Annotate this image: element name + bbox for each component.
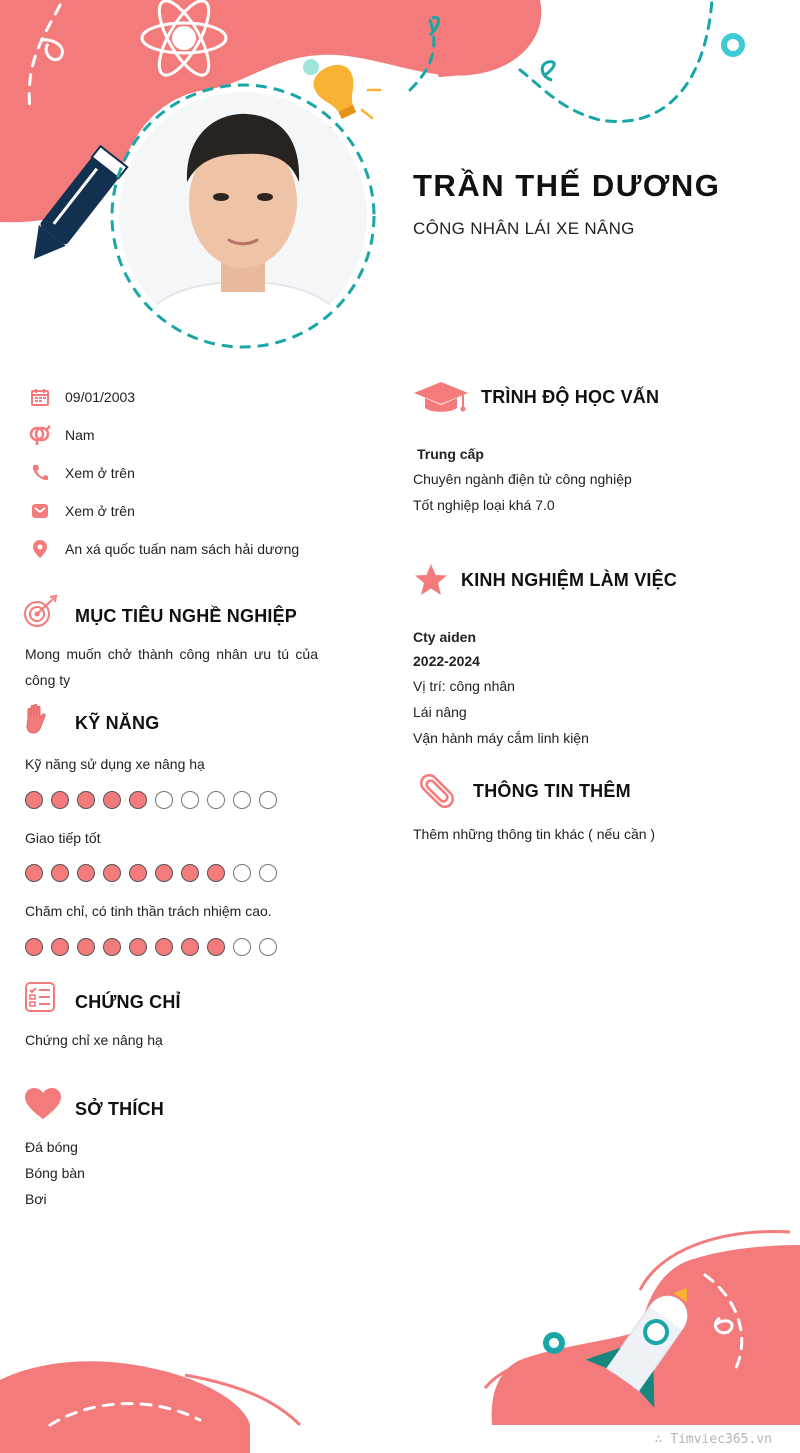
rating-dot-empty [259, 938, 277, 956]
rating-dot-empty [233, 864, 251, 882]
calendar-icon [28, 385, 52, 409]
rating-dot-filled [181, 864, 199, 882]
rating-dot-filled [25, 938, 43, 956]
gender-value: Nam [65, 427, 95, 443]
objective-line-2: công ty [25, 672, 71, 688]
birthdate-value: 09/01/2003 [65, 389, 136, 405]
rating-dot-filled [103, 791, 121, 809]
rating-dot-empty [181, 791, 199, 809]
rating-dot-filled [129, 791, 147, 809]
experience-position: Vị trí: công nhân [413, 678, 515, 694]
rating-dot-filled [207, 864, 225, 882]
hobby-item-2: Bóng bàn [25, 1165, 85, 1181]
bottom-left-blob [0, 1361, 250, 1453]
location-pin-icon [28, 537, 52, 561]
rating-dot-empty [207, 791, 225, 809]
objective-title: MỤC TIÊU NGHỀ NGHIỆP [75, 606, 298, 626]
rating-dot-filled [51, 864, 69, 882]
email-value: Xem ở trên [65, 503, 135, 519]
job-title: CÔNG NHÂN LÁI XE NÂNG [413, 219, 635, 238]
experience-title: KINH NGHIỆM LÀM VIỆC [461, 570, 678, 590]
contact-birthdate [28, 385, 135, 409]
hand-icon [22, 702, 50, 736]
address-value: An xá quốc tuấn nam sách hải dương [65, 541, 300, 557]
hobby-item-3: Bơi [25, 1191, 47, 1207]
rating-dot-filled [77, 864, 95, 882]
experience-task-2: Vận hành máy cắm linh kiện [413, 730, 589, 746]
certificate-item-1: Chứng chỉ xe nâng hạ [25, 1032, 163, 1048]
education-grade: Tốt nghiệp loại khá 7.0 [413, 497, 555, 513]
rating-dot-filled [77, 791, 95, 809]
certificates-title: CHỨNG CHỈ [75, 992, 181, 1012]
experience-period: 2022-2024 [413, 653, 480, 669]
rating-dot-empty [233, 938, 251, 956]
rating-dot-filled [103, 864, 121, 882]
skill-name-2: Giao tiếp tốt [25, 830, 101, 846]
rating-dot-filled [77, 938, 95, 956]
portrait-photo [109, 82, 377, 350]
rating-dot-filled [103, 938, 121, 956]
email-icon [28, 499, 52, 523]
target-icon [22, 594, 58, 630]
contact-email [28, 499, 135, 523]
rating-dot-filled [51, 938, 69, 956]
additional-title: THÔNG TIN THÊM [473, 781, 631, 801]
rating-dot-filled [181, 938, 199, 956]
paperclip-icon [415, 770, 459, 812]
education-level: Trung cấp [417, 446, 484, 462]
education-title: TRÌNH ĐỘ HỌC VẤN [481, 387, 660, 407]
rating-dot-filled [129, 864, 147, 882]
rating-dot-filled [207, 938, 225, 956]
contact-gender [28, 423, 95, 447]
rating-dot-filled [25, 791, 43, 809]
contact-phone [28, 461, 135, 485]
watermark: ∴ Timviec365.vn [654, 1432, 772, 1447]
additional-text: Thêm những thông tin khác ( nếu cần ) [413, 826, 656, 842]
teal-loop [542, 62, 554, 80]
rating-dot-empty [259, 864, 277, 882]
skill-rating-2 [25, 864, 277, 882]
rating-dot-empty [155, 791, 173, 809]
hobbies-title: SỞ THÍCH [75, 1099, 164, 1119]
education-major: Chuyên ngành điện tử công nghiệp [413, 471, 632, 487]
skills-title: KỸ NĂNG [75, 713, 160, 733]
rating-dot-filled [129, 938, 147, 956]
rating-dot-filled [25, 864, 43, 882]
phone-icon [28, 461, 52, 485]
hobby-item-1: Đá bóng [25, 1139, 78, 1155]
phone-value: Xem ở trên [65, 465, 135, 481]
rating-dot-empty [233, 791, 251, 809]
skill-name-1: Kỹ năng sử dụng xe nâng hạ [25, 756, 205, 772]
rating-dot-filled [155, 938, 173, 956]
checklist-icon [24, 981, 56, 1013]
rating-dot-filled [155, 864, 173, 882]
graduation-cap-icon [413, 380, 469, 416]
contact-address [28, 537, 299, 561]
skill-rating-3 [25, 938, 277, 956]
bottom-teal-ring [546, 1335, 562, 1351]
experience-company: Cty aiden [413, 629, 477, 645]
experience-task-1: Lái nâng [413, 704, 467, 720]
heart-icon [24, 1087, 62, 1121]
skill-rating-1 [25, 791, 277, 809]
teal-ring [724, 36, 742, 54]
candidate-name: TRẦN THẾ DƯƠNG [413, 168, 721, 203]
rating-dot-empty [259, 791, 277, 809]
gender-icon [28, 423, 52, 447]
objective-line-1: Mong muốn chở thành công nhân ưu tú của [25, 646, 318, 662]
skill-name-3: Chăm chỉ, có tinh thần trách nhiệm cao. [25, 903, 272, 919]
star-icon [413, 563, 449, 597]
rating-dot-filled [51, 791, 69, 809]
